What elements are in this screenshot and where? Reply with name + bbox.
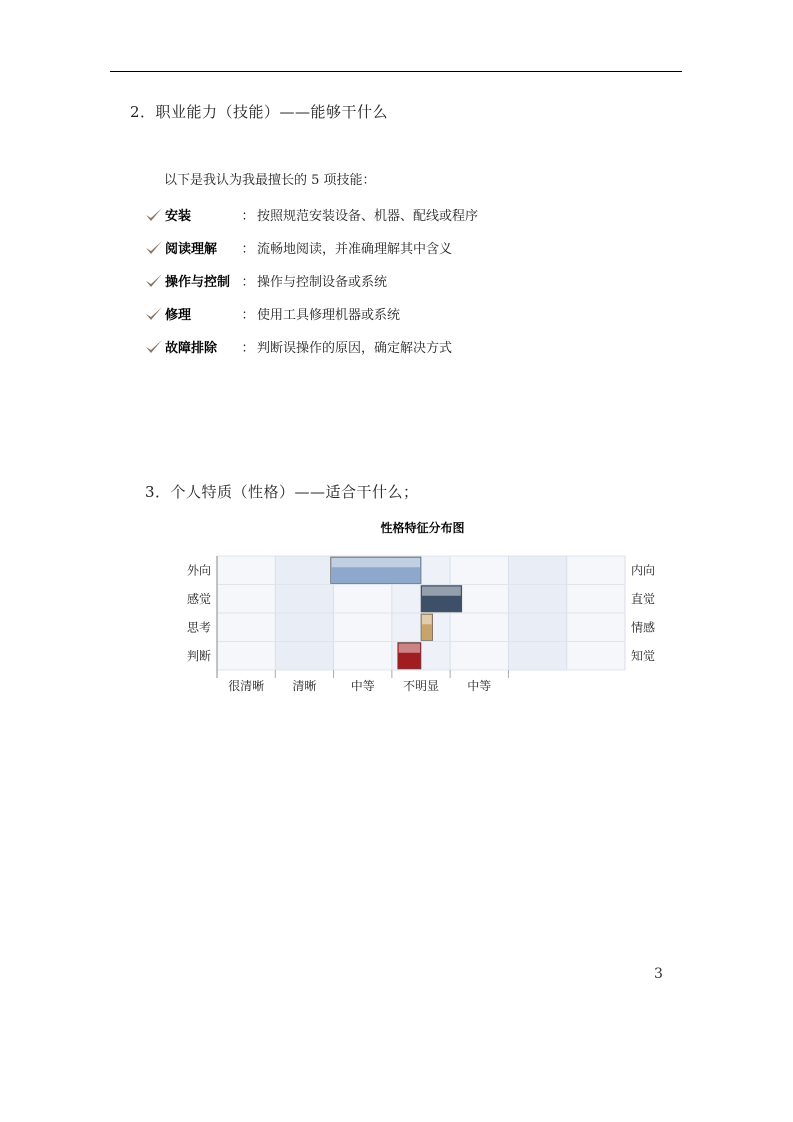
skill-item <box>143 264 663 297</box>
chart-left-label: 外向 <box>186 563 211 578</box>
skill-colon: ： <box>241 242 255 257</box>
check-icon <box>143 205 165 225</box>
chart-bar-highlight <box>422 587 461 596</box>
chart-left-label: 思考 <box>186 620 211 635</box>
header-rule <box>110 71 682 72</box>
chart-tick-label: 中等 <box>350 679 375 693</box>
skill-description: 操作与控制设备或系统 <box>257 275 388 290</box>
chart-right-label: 知觉 <box>631 648 656 663</box>
chart-bar-highlight <box>422 615 432 624</box>
skill-colon: ： <box>241 308 255 323</box>
skill-name: 故障排除 <box>165 341 218 356</box>
chart-left-label: 感觉 <box>186 591 211 606</box>
skill-description: 按照规范安装设备、机器、配线或程序 <box>257 209 479 224</box>
skill-item <box>143 330 663 363</box>
check-icon <box>143 304 165 324</box>
chart-left-label: 判断 <box>186 648 211 663</box>
skill-name: 操作与控制 <box>165 275 231 290</box>
chart-right-label: 内向 <box>631 563 656 578</box>
skill-item <box>143 198 663 231</box>
skill-colon: ： <box>241 275 255 290</box>
check-icon <box>143 271 165 291</box>
chart-tick-label: 很清晰 <box>228 679 265 693</box>
skill-name: 安装 <box>165 209 192 224</box>
chart-title: 性格特征分布图 <box>380 521 465 535</box>
skill-colon: ： <box>241 209 255 224</box>
chart-tick-label: 清晰 <box>292 679 317 693</box>
check-icon <box>143 337 165 357</box>
skill-description: 使用工具修理机器或系统 <box>257 308 401 323</box>
chart-tick-label: 中等 <box>467 679 492 693</box>
skill-item <box>143 231 663 264</box>
personality-chart <box>170 540 670 700</box>
check-icon <box>143 238 165 258</box>
skill-name: 修理 <box>165 308 192 323</box>
skill-colon: ： <box>241 341 255 356</box>
skill-description: 流畅地阅读，并准确理解其中含义 <box>257 242 453 257</box>
chart-tick-label: 不明显 <box>402 679 440 693</box>
section-2-heading: 2．职业能力（技能）——能够干什么 <box>130 103 389 121</box>
chart-right-label: 情感 <box>631 620 656 635</box>
section-3-heading: 3．个人特质（性格）——适合干什么； <box>145 483 419 501</box>
skill-item <box>143 297 663 330</box>
skill-name: 阅读理解 <box>165 242 218 257</box>
skills-list <box>143 198 663 363</box>
chart-right-label: 直觉 <box>631 591 656 606</box>
chart-bar-highlight <box>399 644 420 653</box>
chart-bar-highlight <box>332 558 420 567</box>
skills-intro: 以下是我认为我最擅长的 5 项技能： <box>164 173 376 188</box>
page-number: 3 <box>654 966 663 982</box>
skill-description: 判断误操作的原因，确定解决方式 <box>257 341 453 356</box>
